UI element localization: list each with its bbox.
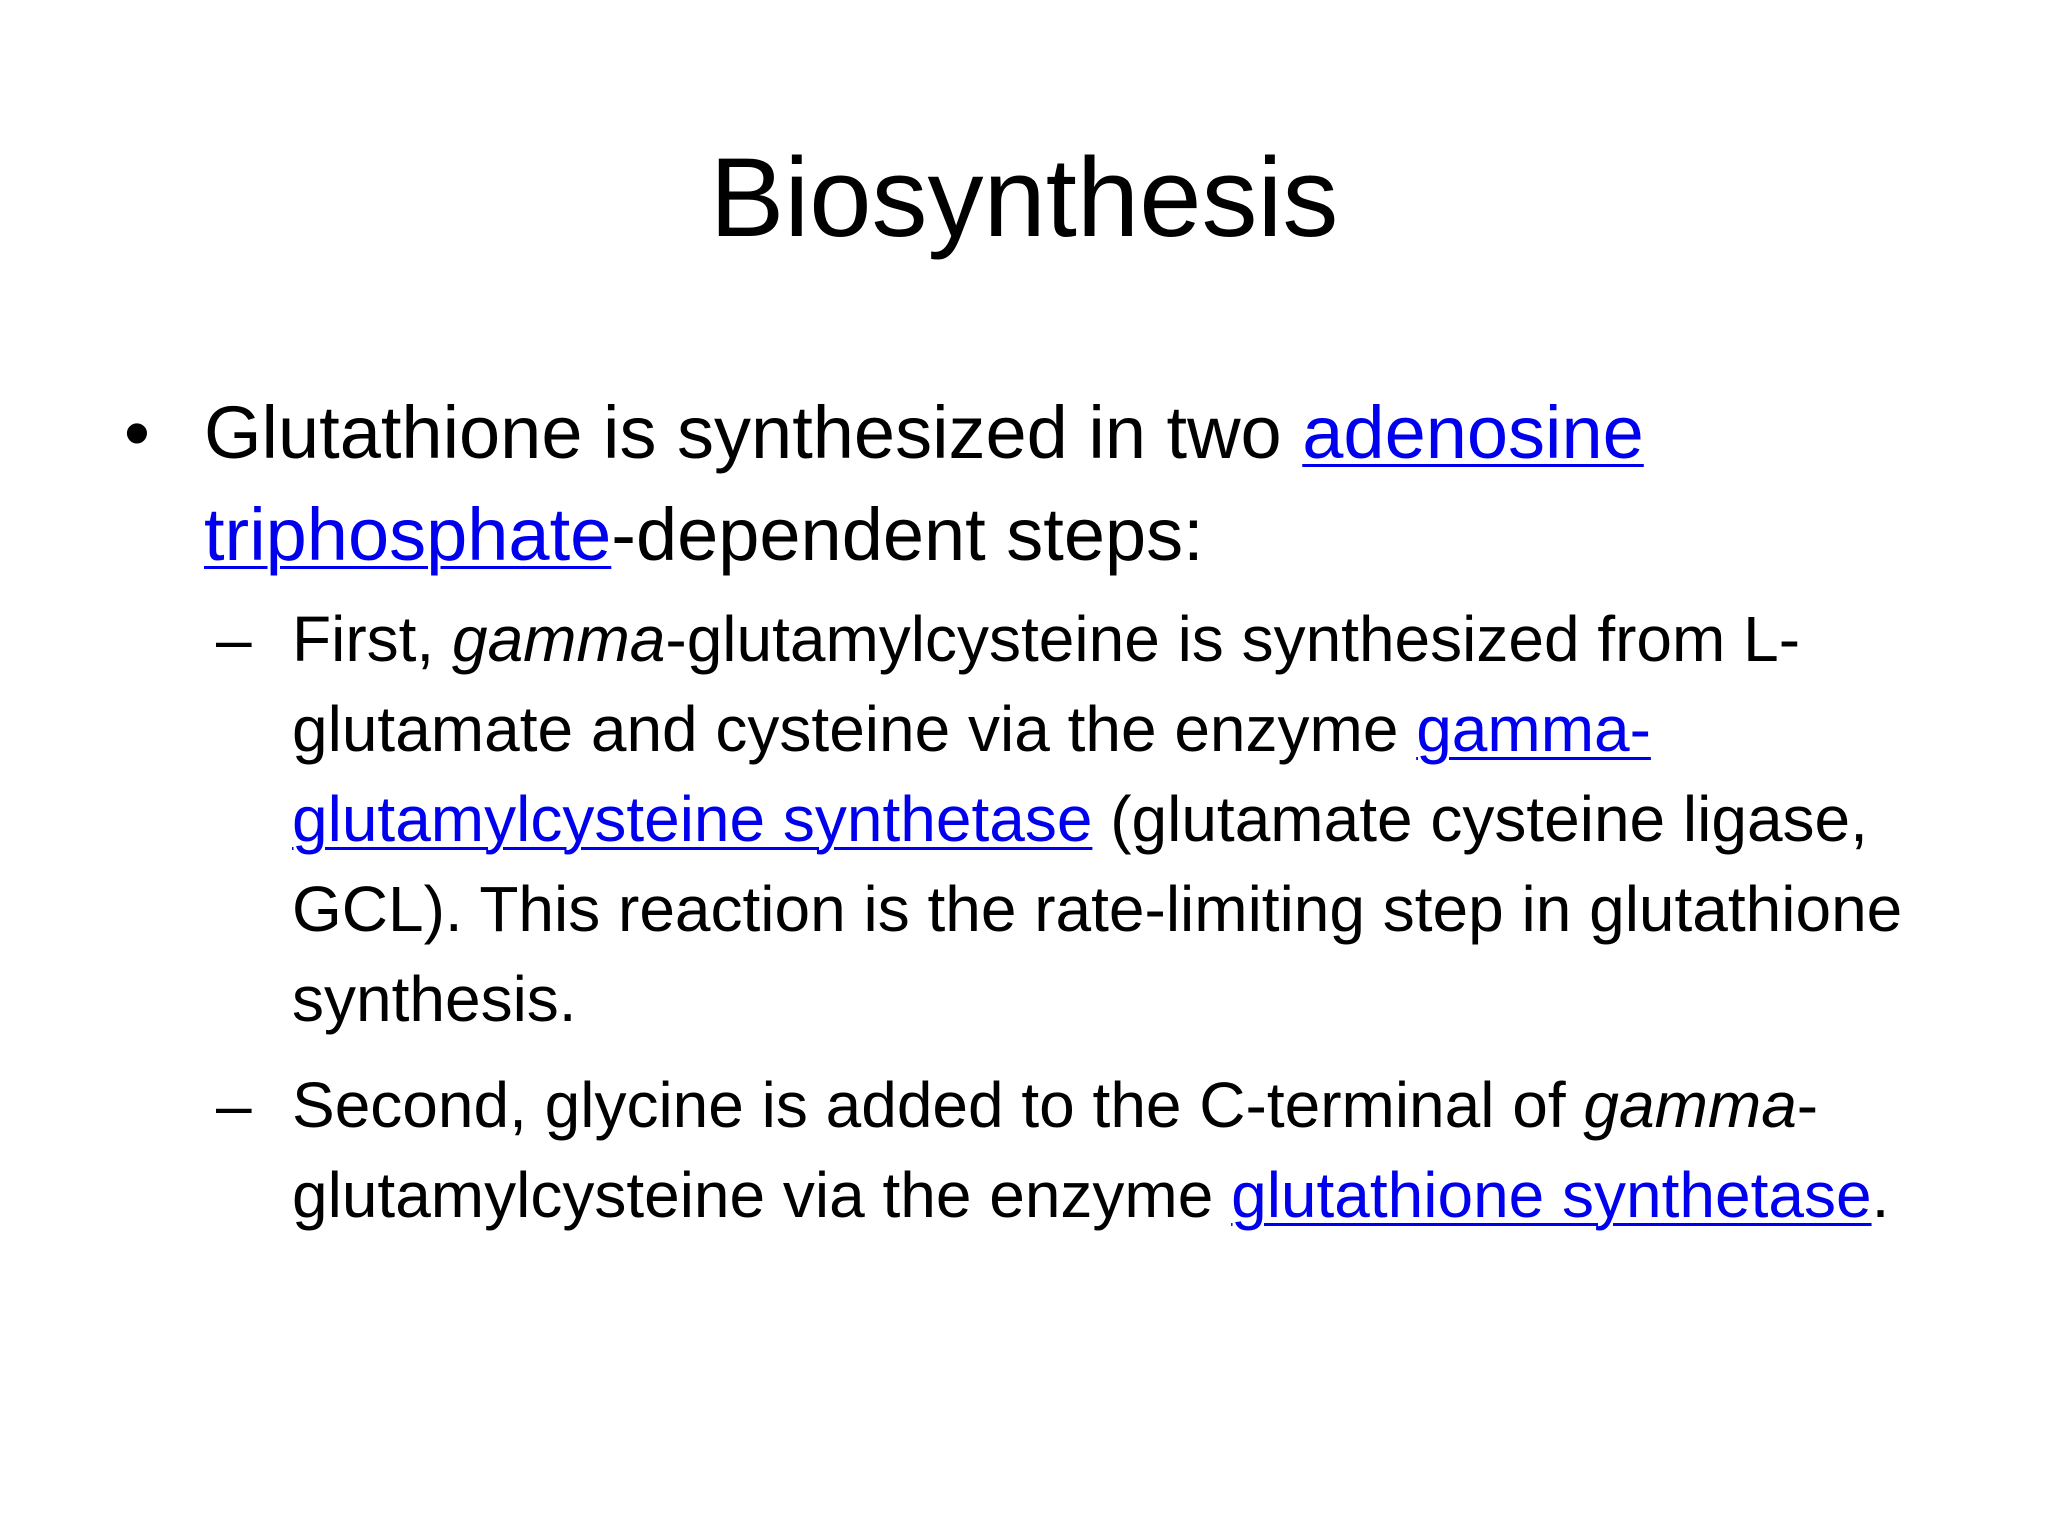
text: .	[1871, 1159, 1890, 1231]
sub-point-first	[110, 594, 1932, 1044]
bullet-icon: •	[124, 391, 150, 474]
text: -dependent steps:	[611, 493, 1204, 576]
sub-point-second	[110, 1060, 1932, 1240]
text: (glutamate cysteine ligase, GCL). This reaction is the rate-limiting step in glutathione synthesis.	[292, 783, 1903, 1035]
slide-body	[110, 382, 1930, 1240]
text: -glutamylcysteine via the enzyme	[292, 1069, 1819, 1231]
dash-icon: –	[216, 603, 252, 675]
bullet-point	[110, 382, 1864, 586]
text: Second, glycine is added to the C-terminal of	[292, 1069, 1584, 1141]
text: First,	[292, 603, 452, 675]
italic-text: gamma	[451, 603, 666, 675]
text: Glutathione is synthesized in two	[204, 391, 1303, 474]
slide-title: Biosynthesis	[709, 135, 1339, 260]
glutathione-synthetase-link[interactable]: glutathione synthetase	[1231, 1159, 1872, 1231]
italic-text: gamma	[1583, 1069, 1797, 1141]
gamma-glutamylcysteine-synthetase-link[interactable]: gamma-glutamylcysteine synthetase	[292, 693, 1651, 855]
dash-icon: –	[216, 1069, 252, 1141]
adenosine-triphosphate-link[interactable]: adenosine triphosphate	[204, 391, 1644, 576]
text: -glutamylcysteine is synthesized from L-glutamate and cysteine via the enzyme	[292, 603, 1800, 765]
